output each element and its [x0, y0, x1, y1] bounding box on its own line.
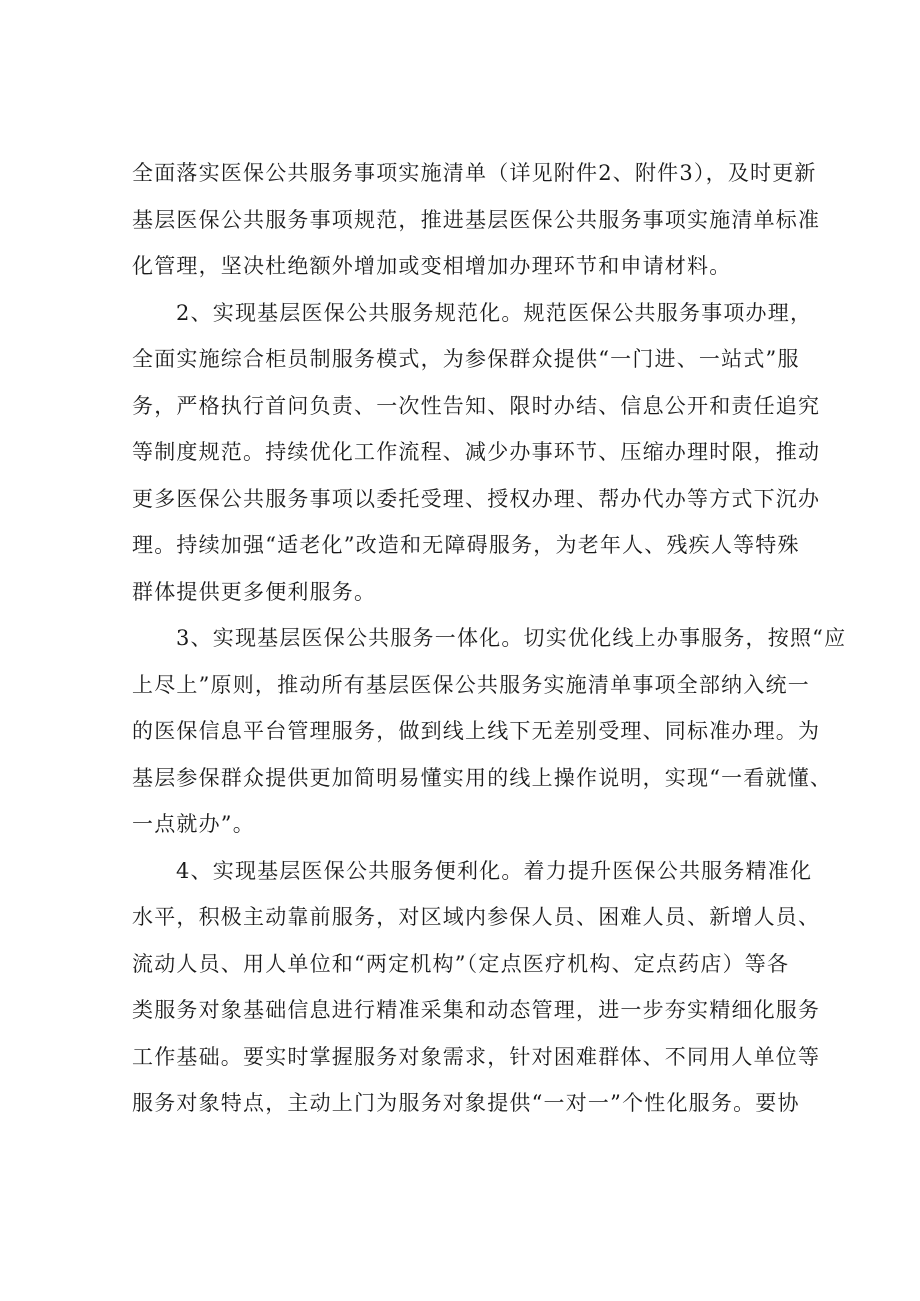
text-line: 理。持续加强“适老化”改造和无障碍服务，为老年人、残疾人等特殊	[132, 533, 800, 557]
text-line: 的医保信息平台管理服务，做到线上线下无差别受理、同标准办理。为	[132, 719, 821, 743]
text-line: 群体提供更多便利服务。	[132, 579, 377, 604]
text-line: 工作基础。要实时掌握服务对象需求，针对困难群体、不同用人单位等	[132, 1044, 821, 1069]
paragraph-4	[132, 848, 821, 1127]
text-line: 等制度规范。持续优化工作流程、减少办事环节、压缩办理时限，推动	[132, 440, 821, 464]
text-line: 全面落实医保公共服务事项实施清单（详见附件2、附件3），及时更新	[132, 161, 817, 185]
text-line: 水平，积极主动靠前服务，对区域内参保人员、困难人员、新增人员、	[132, 905, 821, 929]
text-line: 基层参保群众提供更加简明易懂实用的线上操作说明，实现“一看就懂、	[132, 765, 833, 790]
text-line: 3、实现基层医保公共服务一体化。切实优化线上办事服务，按照“应	[176, 626, 847, 650]
text-line: 上尽上”原则，推动所有基层医保公共服务实施清单事项全部纳入统一	[132, 672, 810, 697]
text-line: 服务对象特点，主动上门为服务对象提供“一对一”个性化服务。要协	[132, 1091, 800, 1115]
text-line: 一点就办”。	[132, 812, 255, 836]
text-line: 基层医保公共服务事项规范，推进基层医保公共服务事项实施清单标准	[132, 207, 821, 232]
text-line: 务，严格执行首问负责、一次性告知、限时办结、信息公开和责任追究	[132, 393, 821, 418]
text-line: 4、实现基层医保公共服务便利化。着力提升医保公共服务精准化	[176, 858, 813, 883]
text-line: 全面实施综合柜员制服务模式，为参保群众提供“一门进、一站式”服	[132, 347, 800, 371]
text-line: 类服务对象基础信息进行精准采集和动态管理，进一步夯实精细化服务	[132, 998, 821, 1022]
paragraph-2	[132, 290, 821, 616]
document-body	[132, 150, 847, 1127]
text-line: 更多医保公共服务事项以委托受理、授权办理、帮办代办等方式下沉办	[132, 486, 821, 511]
text-line: 化管理，坚决杜绝额外增加或变相增加办理环节和申请材料。	[132, 254, 732, 278]
paragraph-3	[132, 615, 847, 848]
paragraph-1	[132, 150, 821, 290]
text-line: 流动人员、用人单位和“两定机构”（定点医疗机构、定点药店）等各	[132, 951, 790, 976]
text-line: 2、实现基层医保公共服务规范化。规范医保公共服务事项办理，	[176, 300, 813, 325]
